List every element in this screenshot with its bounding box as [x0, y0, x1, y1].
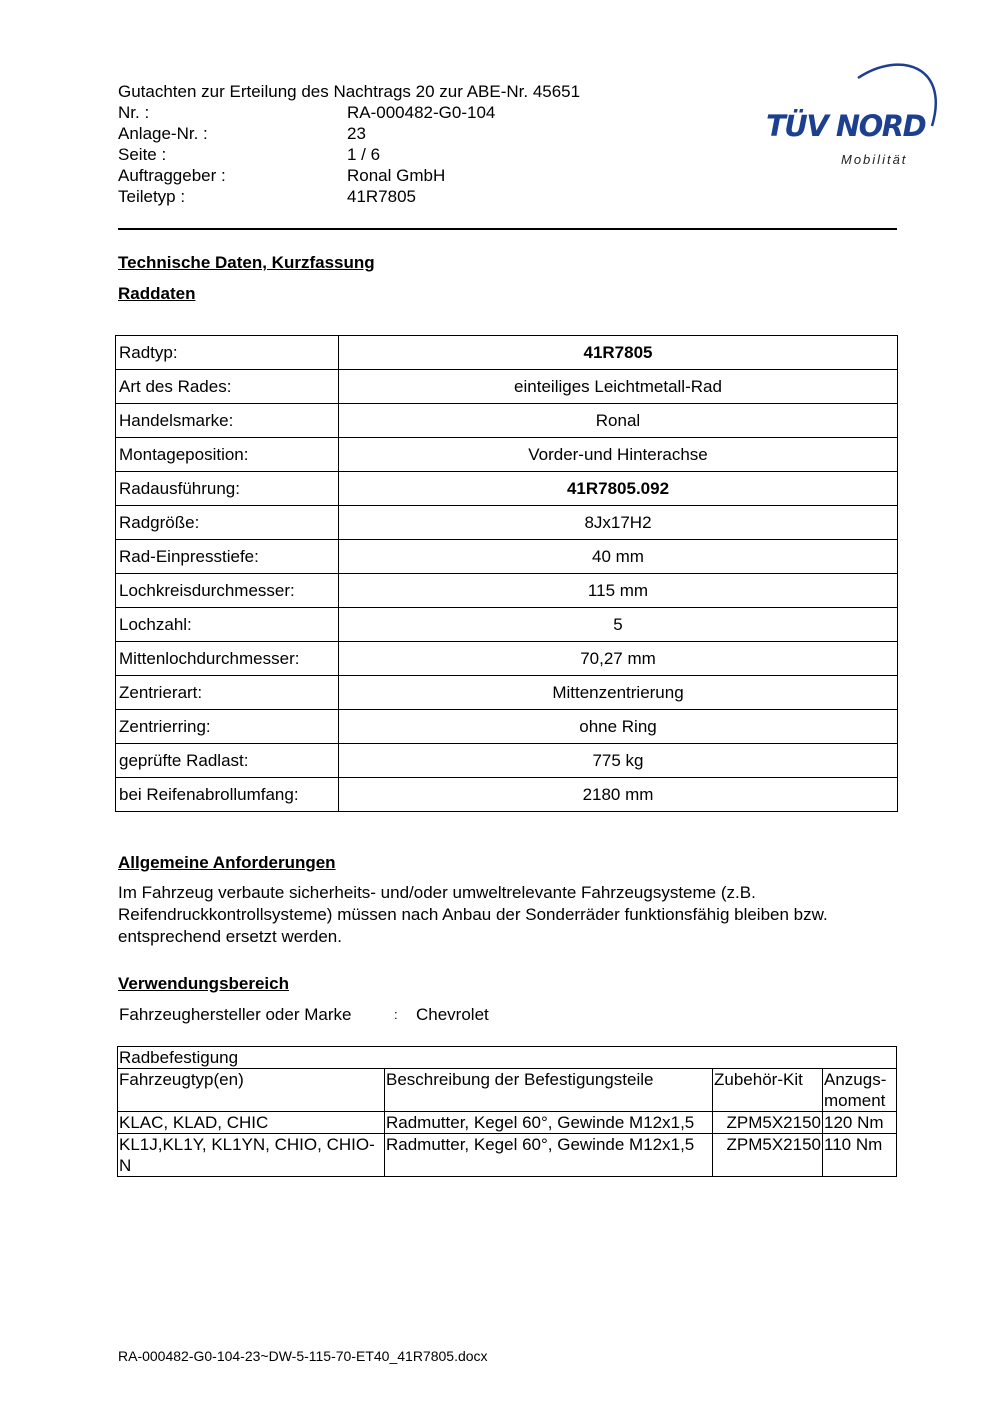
wheel-data-table	[115, 335, 898, 812]
header-value: 23	[347, 124, 366, 143]
section-heading-general: Allgemeine Anforderungen	[118, 853, 336, 872]
header-metadata	[118, 102, 495, 207]
table-row	[116, 404, 898, 438]
vehicle-maker-row	[119, 1004, 489, 1026]
tuv-nord-logo	[760, 56, 945, 171]
header-row-annex	[118, 123, 495, 144]
header-label: Seite :	[118, 145, 167, 164]
table-row	[116, 370, 898, 404]
table-row	[116, 540, 898, 574]
wheel-property-label: Montageposition:	[116, 438, 339, 472]
section-heading-wheel: Raddaten	[118, 284, 196, 303]
section-heading-usage: Verwendungsbereich	[118, 974, 289, 993]
header-row-part-type	[118, 186, 495, 207]
table-row	[116, 744, 898, 778]
header-value: Ronal GmbH	[347, 166, 446, 185]
wheel-property-label: Rad-Einpresstiefe:	[116, 540, 339, 574]
vehicle-maker-value: Chevrolet	[416, 1005, 489, 1024]
wheel-property-value: 775 kg	[339, 744, 898, 778]
footer-filename: RA-000482-G0-104-23~DW-5-115-70-ET40_41R7805.docx	[118, 1348, 488, 1364]
table-row	[118, 1112, 897, 1134]
fastening-header-row	[118, 1069, 897, 1112]
column-header-kit: Zubehör-Kit	[713, 1069, 823, 1112]
table-row	[116, 676, 898, 710]
wheel-property-value: Mittenzentrierung	[339, 676, 898, 710]
header-value: 1 / 6	[347, 145, 381, 164]
wheel-property-label: geprüfte Radlast:	[116, 744, 339, 778]
column-header-description: Beschreibung der Befestigungsteile	[385, 1069, 713, 1112]
wheel-property-label: Handelsmarke:	[116, 404, 339, 438]
fastening-caption-row	[118, 1047, 897, 1069]
header-row-client	[118, 165, 495, 186]
section-heading-tech: Technische Daten, Kurzfassung	[118, 253, 375, 272]
header-row-page	[118, 144, 495, 165]
header-divider	[118, 228, 897, 230]
column-header-vehicle-types: Fahrzeugtyp(en)	[118, 1069, 385, 1112]
wheel-property-label: Mittenlochdurchmesser:	[116, 642, 339, 676]
cell-kit: ZPM5X2150	[713, 1112, 823, 1134]
wheel-property-value: 5	[339, 608, 898, 642]
table-row	[116, 710, 898, 744]
wheel-property-label: Zentrierring:	[116, 710, 339, 744]
wheel-property-value: 41R7805.092	[339, 472, 898, 506]
table-row	[116, 336, 898, 370]
report-title: Gutachten zur Erteilung des Nachtrags 20 zur ABE-Nr. 45651	[118, 82, 581, 101]
table-row	[116, 778, 898, 812]
header-label: Auftraggeber :	[118, 166, 226, 185]
wheel-property-value: 8Jx17H2	[339, 506, 898, 540]
header-label: Anlage-Nr. :	[118, 124, 208, 143]
table-row	[116, 608, 898, 642]
cell-torque: 110 Nm	[823, 1134, 897, 1177]
wheel-property-value: 2180 mm	[339, 778, 898, 812]
wheel-property-value: 40 mm	[339, 540, 898, 574]
cell-vehicle-types: KL1J,KL1Y, KL1YN, CHIO, CHIO-N	[118, 1134, 385, 1177]
table-row	[116, 642, 898, 676]
cell-kit: ZPM5X2150	[713, 1134, 823, 1177]
wheel-property-value: Ronal	[339, 404, 898, 438]
table-row	[116, 438, 898, 472]
wheel-property-label: Radgröße:	[116, 506, 339, 540]
wheel-property-label: bei Reifenabrollumfang:	[116, 778, 339, 812]
header-label: Nr. :	[118, 103, 150, 122]
wheel-property-label: Radausführung:	[116, 472, 339, 506]
wheel-property-label: Lochkreisdurchmesser:	[116, 574, 339, 608]
wheel-property-value: 115 mm	[339, 574, 898, 608]
table-row	[116, 472, 898, 506]
cell-torque: 120 Nm	[823, 1112, 897, 1134]
column-header-torque: Anzugs-moment	[823, 1069, 897, 1112]
header-label: Teiletyp :	[118, 187, 186, 206]
wheel-property-label: Lochzahl:	[116, 608, 339, 642]
header-value: 41R7805	[347, 187, 417, 206]
wheel-property-label: Art des Rades:	[116, 370, 339, 404]
cell-description: Radmutter, Kegel 60°, Gewinde M12x1,5	[385, 1134, 713, 1177]
header-value: RA-000482-G0-104	[347, 103, 496, 122]
cell-description: Radmutter, Kegel 60°, Gewinde M12x1,5	[385, 1112, 713, 1134]
fastening-caption: Radbefestigung	[118, 1047, 897, 1069]
table-row	[116, 506, 898, 540]
general-requirements-text: Im Fahrzeug verbaute sicherheits- und/oder umweltrelevante Fahrzeugsysteme (z.B. Reifendruckkontrollsysteme) müssen nach Anbau der Sonderräder funktionsfähig bleiben bzw. entsprechend ersetzt werden.	[118, 883, 828, 946]
wheel-property-value: Vorder-und Hinterachse	[339, 438, 898, 472]
wheel-fastening-table	[117, 1046, 897, 1177]
logo-subtitle: Mobilität	[841, 152, 908, 167]
table-row	[118, 1134, 897, 1177]
wheel-property-label: Radtyp:	[116, 336, 339, 370]
wheel-property-label: Zentrierart:	[116, 676, 339, 710]
vehicle-maker-separator: :	[394, 1007, 398, 1022]
table-row	[116, 574, 898, 608]
wheel-property-value: ohne Ring	[339, 710, 898, 744]
logo-brand: TÜV NORD	[766, 109, 926, 143]
wheel-property-value: 70,27 mm	[339, 642, 898, 676]
wheel-property-value: 41R7805	[339, 336, 898, 370]
cell-vehicle-types: KLAC, KLAD, CHIC	[118, 1112, 385, 1134]
vehicle-maker-label: Fahrzeughersteller oder Marke	[119, 1005, 352, 1024]
header-row-number	[118, 102, 495, 123]
wheel-property-value: einteiliges Leichtmetall-Rad	[339, 370, 898, 404]
